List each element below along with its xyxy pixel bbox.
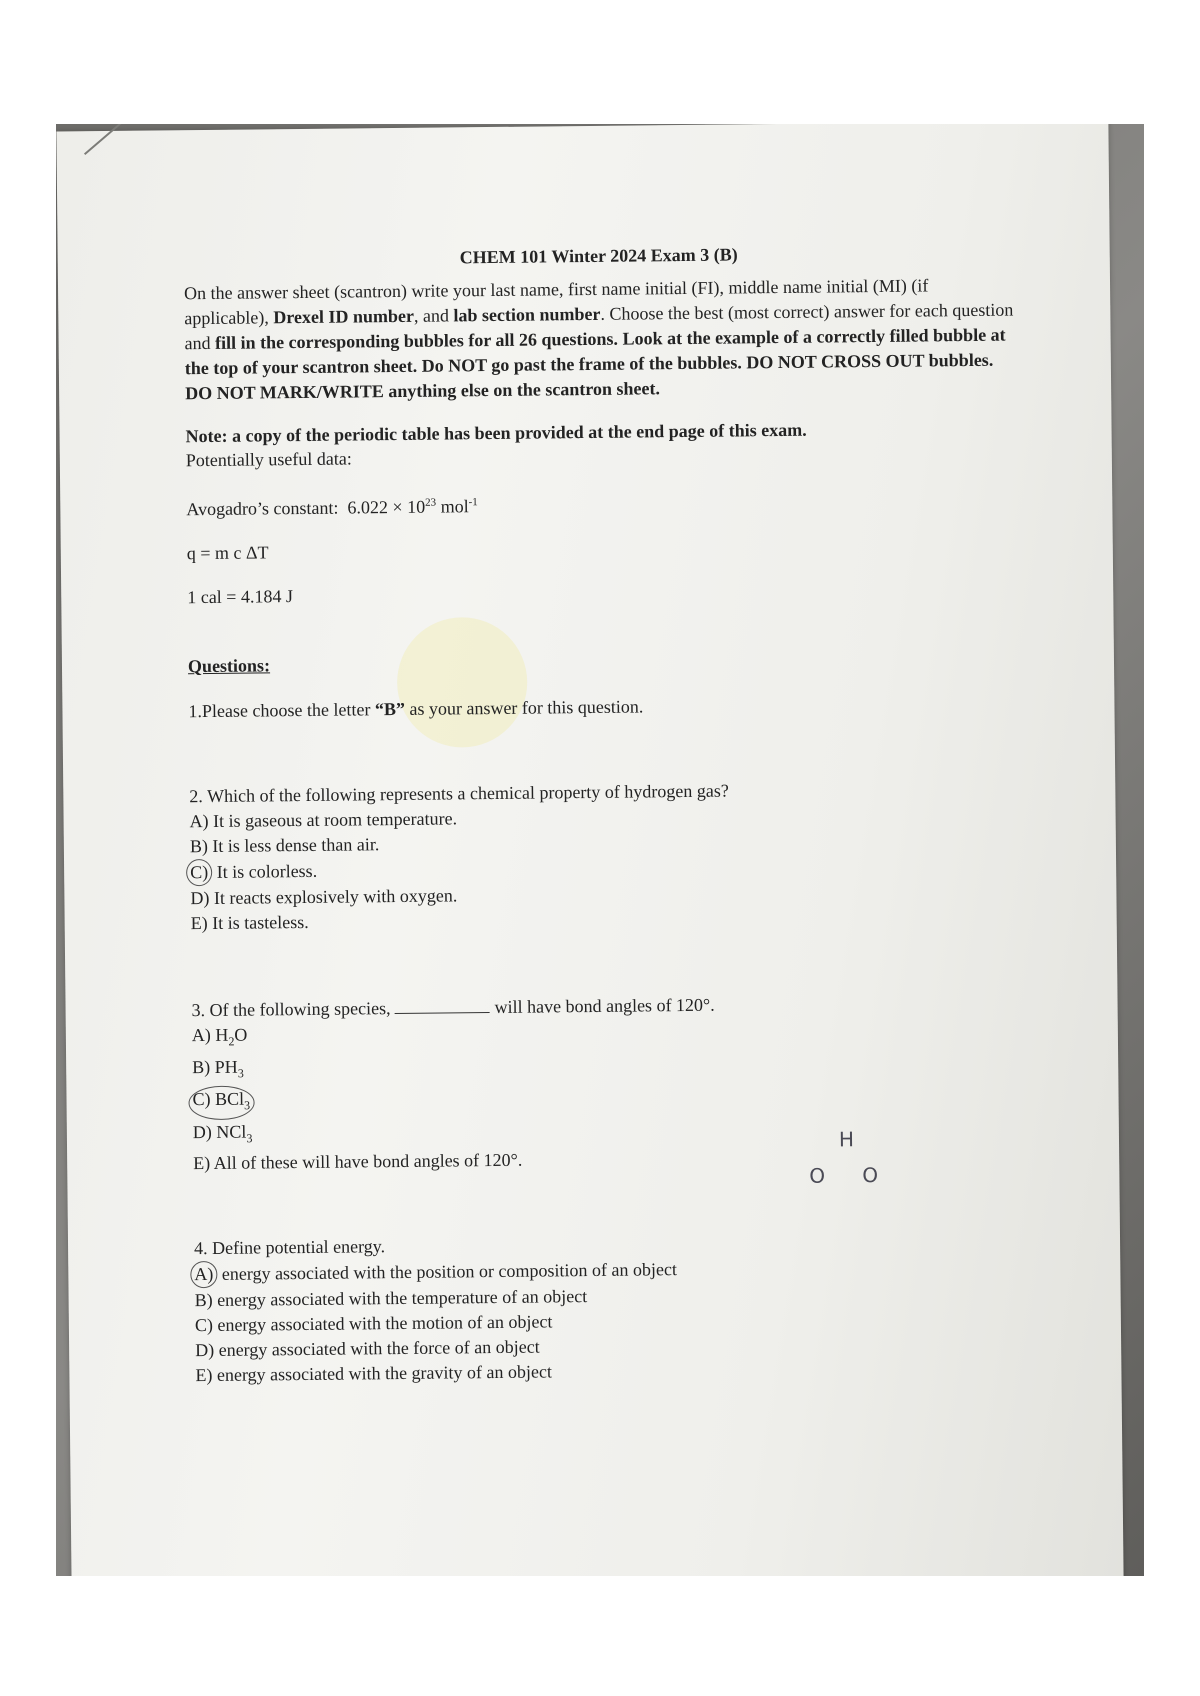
instructions: On the answer sheet (scantron) write your last name, first name initial (FI), middle name initial (MI) (if applicable), Drexel ID number, and lab section number. Choose the best (most correct) answer for each question and fill in the corresponding bubbles for all 26 questions. Look at the example of a correctly filled bubble at the top of your scantron sheet. Do NOT go past the frame of the bubbles. DO NOT CROSS OUT bubbles. DO NOT MARK/WRITE anything else on the scantron sheet. <box>183 275 1014 404</box>
photo-background <box>56 124 1144 1576</box>
heat-equation: q = m c ΔT <box>186 542 269 564</box>
option-c: C) energy associated with the motion of an object <box>194 1311 553 1336</box>
calorie-conversion: 1 cal = 4.184 J <box>187 586 294 608</box>
question-3 <box>191 989 1023 1176</box>
periodic-table-note: Note: a copy of the periodic table has been provided at the end page of this exam. <box>185 419 807 447</box>
option-e: E) All of these will have bond angles of 120°. <box>193 1150 523 1174</box>
question-stem: 3. Of the following species, will have bond angles of 120°. <box>191 994 715 1021</box>
circled-answer-mark: C) BCl$_3$ <box>188 1086 254 1120</box>
exam-content <box>184 242 1026 1389</box>
question-2 <box>189 776 1021 937</box>
option-d: D) NCl$_3$ <box>192 1121 253 1145</box>
option-b: B) energy associated with the temperature of an object <box>194 1286 588 1311</box>
circled-answer-mark: C) <box>186 859 212 886</box>
question-4 <box>194 1228 1026 1389</box>
option-e: E) It is tasteless. <box>190 911 309 934</box>
circled-answer-mark: A) <box>190 1261 217 1288</box>
handwritten-h: H <box>838 1127 855 1152</box>
option-e: E) energy associated with the gravity of an object <box>195 1361 553 1386</box>
questions-heading: Questions: <box>187 655 271 677</box>
option-b: B) It is less dense than air. <box>189 834 380 857</box>
useful-data-label: Potentially useful data: <box>185 448 352 471</box>
exam-sheet <box>56 124 1123 1576</box>
avogadro-constant: Avogadro’s constant: $6.022 \times 10^{23}$ mol$^{-1}$ <box>186 496 478 520</box>
option-a: A) $H_2O$ <box>191 1024 248 1049</box>
question-1: 1.Please choose the letter “B” as your answer for this question. <box>188 696 644 722</box>
handwritten-o-right: O <box>862 1163 879 1188</box>
option-a: A) energy associated with the position or composition of an object <box>194 1253 1024 1289</box>
option-b: B) $PH_3$ <box>192 1056 244 1080</box>
handwritten-o-left: O <box>809 1163 826 1188</box>
option-c: C) It is colorless. <box>190 850 1020 886</box>
option-a: A) It is gaseous at room temperature. <box>189 808 458 832</box>
question-stem: 2. Which of the following represents a chemical property of hydrogen gas? <box>189 780 729 807</box>
fold-mark <box>84 124 146 155</box>
question-stem: 4. Define potential energy. <box>193 1236 386 1259</box>
option-d: D) It reacts explosively with oxygen. <box>190 885 458 909</box>
answer-blank <box>395 996 490 1014</box>
option-d: D) energy associated with the force of an object <box>195 1336 540 1361</box>
exam-title: CHEM 101 Winter 2024 Exam 3 (B) <box>459 244 738 268</box>
